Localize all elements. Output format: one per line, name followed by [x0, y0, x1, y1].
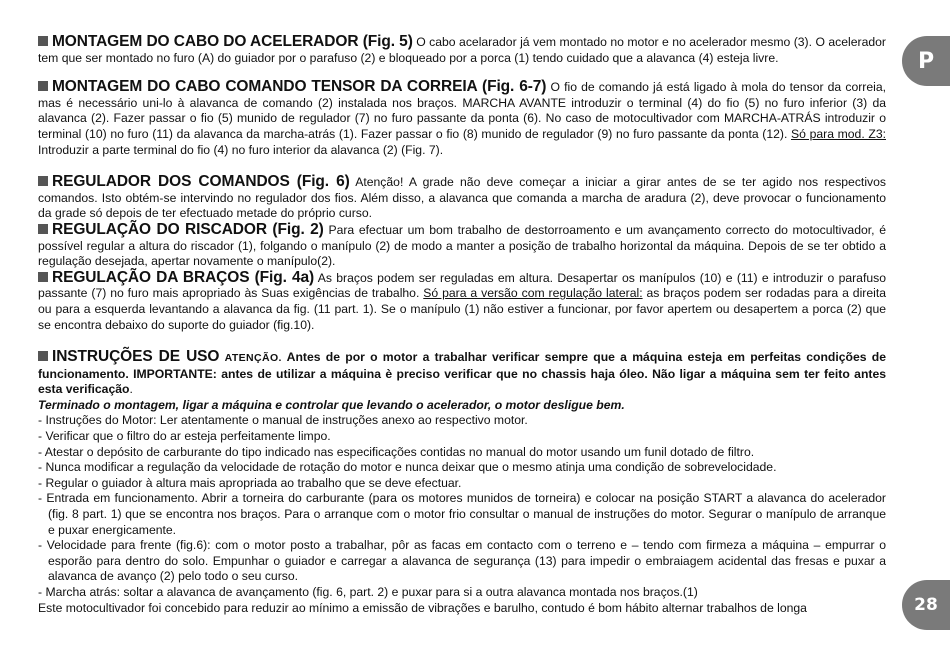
list-item: - Regular o guiador à altura mais apropriada ao trabalho que se deve efectuar.: [38, 475, 462, 490]
section-text: As braços podem ser reguladas em altura. Desapertar os manípulos (10) e (11) e introduzir o parafuso passante (7) no furo mais apropriado às Suas exigências de trabalho.: [38, 270, 886, 301]
square-bullet-icon: [38, 272, 48, 282]
section-text: O fio de comando já está ligado à mola do tensor da correia, mas é necessário uni-lo à alavanca de comando (2) instalada nos braços. MARCHA AVANTE introduzir o terminal (4) do fio (5) no furo inferior (3) da alavanca (2). Fazer passar o fio (5) munido de regulador (7) no furo passante da ponta (6). No caso de motocultivador com MARCHA-ATRÁS introduzir o terminal (10) no furo (11) da alavanca da marcha-atrás (1). Fazer passar o fio (8) munido de regulador (9) no furo passante da ponta (12).: [38, 80, 886, 141]
section-instrucoes: [38, 349, 886, 398]
section-text: Atenção! A grade não deve começar a iniciar a girar antes de se ter agido nos respectivos comandos. Isto obtém-se intervindo no regulador dos fios. Além disso, a alavanca que comanda a marcha de aradura (2), deve provocar o funcionamento da grade só depois de ter efectuado metade do próprio curso.: [38, 175, 886, 221]
attention-label: ATENÇÃO.: [224, 352, 282, 365]
section-regulador: [38, 174, 886, 222]
section-riscador: [38, 222, 886, 270]
section-text-tail: Introduzir a parte terminal do fio (4) no furo interior da alavanca (2) (Fig. 7).: [38, 142, 444, 157]
section-text: O cabo acelarador já vem montado no motor e no acelerador mesmo (3). O acelerador tem que ser montado no furo (A) do guiador por o parafuso (2) e bloqueado por a porca (1) tendo cuidado que a alavanca (4) esteja livre.: [38, 35, 886, 65]
section-heading: REGULAÇÃO DO RISCADOR (Fig. 2): [52, 220, 324, 238]
assembly-note: Terminado o montagem, ligar a máquina e controlar que levando o acelerador, o motor desligue bem.: [38, 397, 625, 412]
language-tab: P: [902, 36, 950, 86]
section-text: Para efectuar um bom trabalho de destorroamento e um avançamento correcto do motocultivador, é possível regular a altura do riscador (1), folgando o manípulo (2) de modo a manter a posição de trabalho horizontal da máquina. Depois de se ter obtido a regulação desejada, apertar novamente o manípulo(2).: [38, 222, 886, 269]
list-item: - Entrada em funcionamento. Abrir a torneira do carburante (para os motores munidos de torneira) e colocar na posição START a alavanca do acelerador (fig. 8 part. 1) que se encontra nos braços. Para o arranque com o motor frio consultar o manual de instruções do motor. Segurar o manípulo de arranque e puxar energicamente.: [38, 491, 886, 537]
section-acelerador: [38, 34, 886, 66]
square-bullet-icon: [38, 81, 48, 91]
list-item: - Instruções do Motor: Ler atentamente o manual de instruções anexo ao respectivo motor.: [38, 413, 528, 428]
list-item: - Atestar o depósito de carburante do tipo indicado nas especificações contidas no manual do motor usando um funil dotado de filtro.: [38, 444, 755, 459]
section-text-tail: as braços podem ser rodadas para a direita ou para a esquerda levantando a alavanca da fig. (11 part. 1). Se o manípulo (1) não estiver a funcionar, por favor apertem ou desapertem a porca (2) que se encontra debaixo do suporte do guiador (fig.10).: [38, 286, 886, 332]
square-bullet-icon: [38, 351, 48, 361]
section-cabo-comando: [38, 79, 886, 158]
square-bullet-icon: [38, 224, 48, 234]
page-content: [38, 34, 886, 616]
important-text: IMPORTANTE: antes de utilizar a máquina è preciso verificar que no chassis haja óleo. Não ligar a máquina sem ter feito antes esta verificação: [38, 366, 886, 397]
attention-text: Antes de por o motor a trabalhar verificar sempre que a máquina esteja em perfeitas condições de funcionamento.: [38, 350, 886, 381]
section-heading: REGULADOR DOS COMANDOS (Fig. 6): [52, 173, 350, 191]
section-bracos: [38, 270, 886, 333]
list-item: - Verificar que o filtro do ar esteja perfeitamente limpo.: [38, 429, 331, 444]
list-item: - Nunca modificar a regulação da velocidade de rotação do motor e nunca deixar que o mesmo atinja uma condição de sobrevelocidade.: [38, 460, 777, 475]
square-bullet-icon: [38, 176, 48, 186]
section-heading: MONTAGEM DO CABO COMANDO TENSOR DA CORREIA (Fig. 6-7): [52, 78, 547, 96]
square-bullet-icon: [38, 36, 48, 46]
list-item: - Velocidade para frente (fig.6): com o motor posto a trabalhar, pôr as facas em contacto com o terreno e – tendo com firmeza a máquina – empurrar o esporão para dentro do solo. Empunhar o guiador e carregar a alavanca de segurança (13) para impedir o embraiagem acidental das fresas e puxar a alavanca de avanço (2) pelo todo o seu curso.: [38, 538, 886, 584]
instruction-list: [38, 413, 886, 616]
model-note: Só para mod. Z3:: [791, 126, 886, 141]
section-heading: REGULAÇÃO DA BRAÇOS (Fig. 4a): [52, 268, 315, 286]
list-item: - Marcha atrás: soltar a alavanca de avançamento (fig. 6, part. 2) e puxar para si a outra alavanca montada nos braços.(1): [38, 585, 698, 599]
section-heading: INSTRUÇÕES DE USO: [52, 348, 220, 366]
version-note: Só para a versão com regulação lateral:: [423, 286, 643, 301]
important-end: .: [129, 382, 133, 397]
page-number-tab: 28: [902, 580, 950, 630]
section-heading: MONTAGEM DO CABO DO ACELERADOR (Fig. 5): [52, 33, 413, 50]
closing-paragraph: Este motocultivador foi concebido para reduzir ao mínimo a emissão de vibrações e barulho, contudo é bom hábito alternar trabalhos de longa: [38, 600, 807, 615]
